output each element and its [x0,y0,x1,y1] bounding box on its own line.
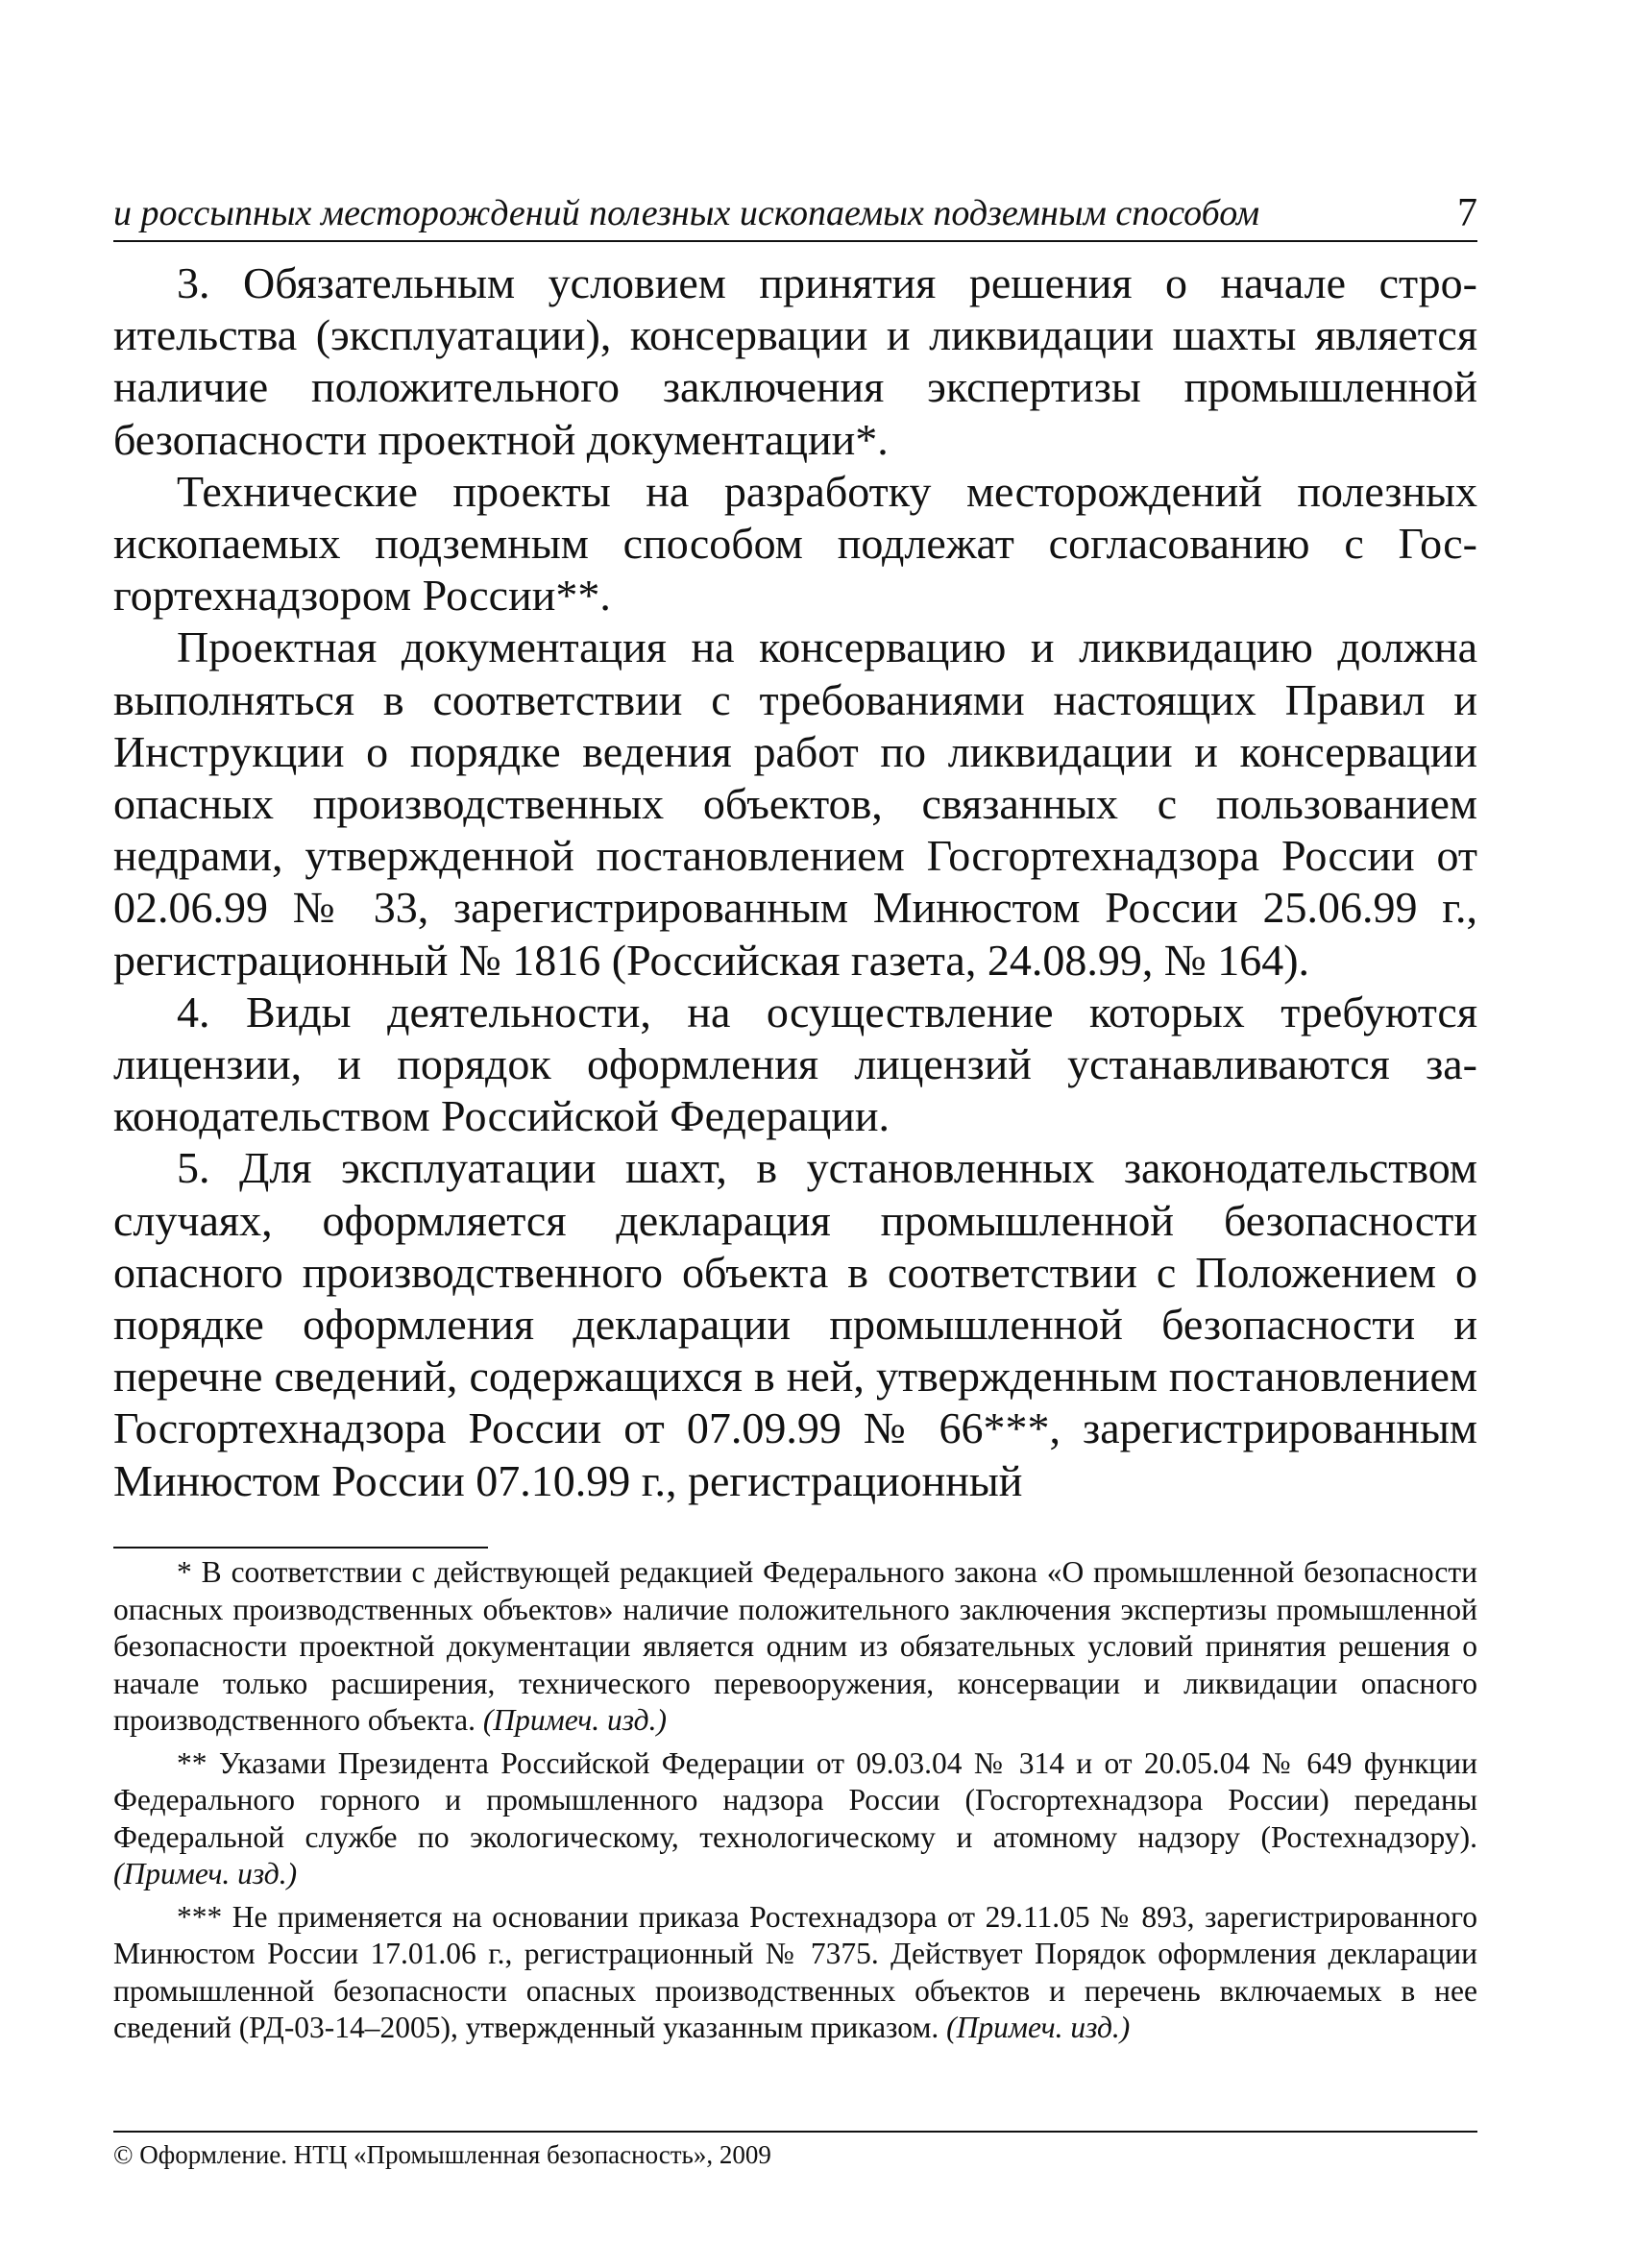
paragraph-technical-projects: Технические проекты на разработку месторождений полезных ископаемых подземным способом подлежат согласованию с Госгортехнадзором России**. [113,466,1477,621]
main-text [113,257,1477,1507]
running-header-title: и россыпных месторождений полезных ископаемых подземным способом [113,193,1260,233]
footnote-1-note: (Примеч. изд.) [482,1703,667,1737]
paragraph-3: 3. Обязательным условием принятия решения о начале строительства (эксплуатации), консервации и ликвидации шахты является наличие положительного заключения экспертизы промышленной безопасности проектной документации*. [113,258,1477,464]
footnote-2-text: ** Указами Президента Российской Федерации от 09.03.04 № 314 и от 20.05.04 № 649 функции Федерального горного и промышленного надзора России (Госгортехнадзора России) переданы Федеральной службе по экологическому, технологическому и атомному надзору (Ростехнадзору). [113,1745,1477,1854]
footnote-2 [113,1745,1477,1893]
page-number: 7 [1457,191,1477,235]
footnotes [113,1554,1477,2053]
footnote-3 [113,1899,1477,2047]
footnote-1-text: * В соответствии с действующей редакцией Федерального закона «О промышленной безопасности опасных производственных объектов» наличие положительного заключения экспертизы промышленной безопасности проектной документации является одним из обязательных условий принятия решения о начале только расширения, технического перевооружения, консервации и ликвидации опасного производственного объекта. [113,1555,1477,1737]
footnote-2-note: (Примеч. изд.) [113,1857,298,1890]
footnote-3-text: *** Не применяется на основании приказа Ростехнадзора от 29.11.05 № 893, зарегистрированного Минюстом России 17.01.06 г., регистрационный № 7375. Действует Порядок оформления декларации промышленной безопасности опасных производственных объектов и перечень включаемых в нее сведений (РД-03-14–2005), утвержденный указанным приказом. [113,1899,1477,2044]
copyright-notice: © Оформление. НТЦ «Промышленная безопасность», 2009 [113,2140,771,2169]
running-header [113,188,1477,242]
paragraph-project-documentation: Проектная документация на консервацию и ликвидацию должна выполняться в соответствии с требованиями настоящих Правил и Инструкции о порядке ведения работ по ликвидации и консервации опасных производственных объектов, связанных с пользованием недрами, утвержденной постановлением Госгортехнадзора России от 02.06.99 № 33, зарегистрированным Минюстом России 25.06.99 г., регистрационный № 1816 (Российская газета, 24.08.99, № 164). [113,622,1477,985]
paragraph-4: 4. Виды деятельности, на осуществление которых требуются лицензии, и порядок оформления лицензий устанавливаются законодательством Российской Федерации. [113,987,1477,1141]
footnote-1 [113,1554,1477,1740]
paragraph-5: 5. Для эксплуатации шахт, в установленных законодательством случаях, оформляется декларация промышленной безопасности опасного производственного объекта в соответствии с Положением о порядке оформления декларации промышленной безопасности и перечне сведений, содержащихся в ней, утвержденным постановлением Госгортехнадзора России от 07.09.99 № 66***, зарегистрированным Минюстом России 07.10.99 г., регистрационный [113,1143,1477,1505]
footnote-separator [113,1547,488,1549]
footer-separator [113,2131,1477,2133]
footnote-3-note: (Примеч. изд.) [946,2011,1131,2044]
